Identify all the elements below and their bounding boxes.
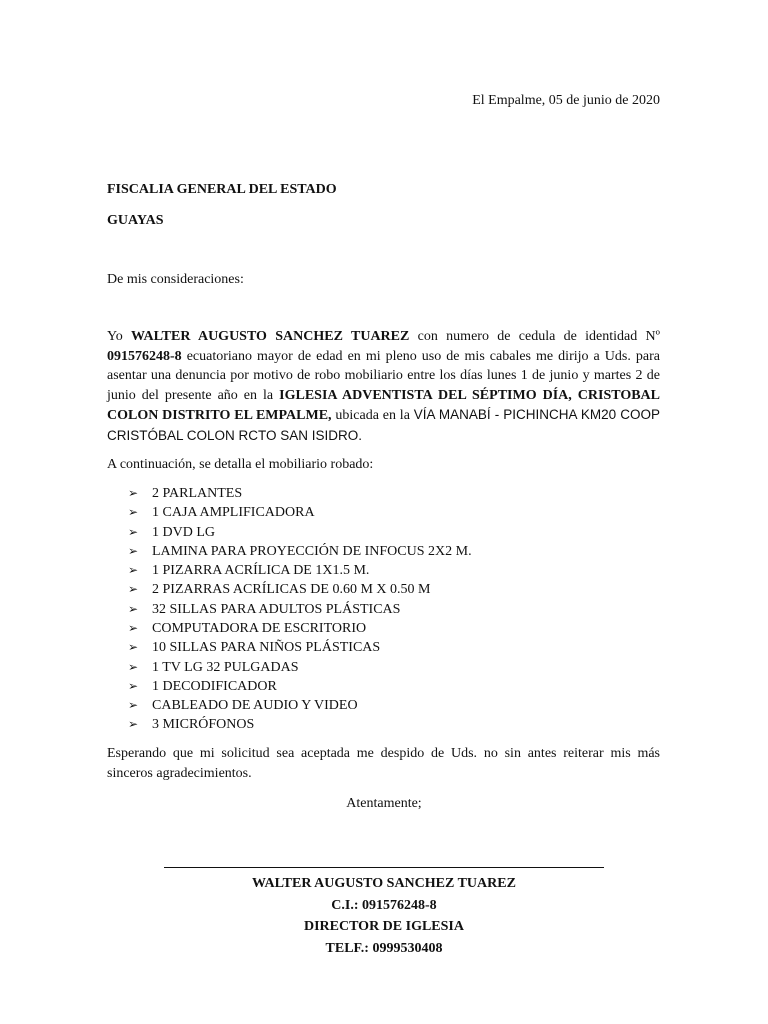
sender-name: WALTER AUGUSTO SANCHEZ TUAREZ — [131, 329, 410, 344]
list-item-text: CABLEADO DE AUDIO Y VIDEO — [152, 698, 358, 714]
list-item — [128, 580, 472, 599]
body-text-4: ubicada en la — [331, 408, 414, 423]
arrowhead-bullet-icon: ➢ — [128, 485, 139, 500]
signature-block — [164, 873, 604, 959]
greeting: De mis consideraciones: — [107, 272, 244, 287]
body-paragraph — [107, 327, 660, 446]
list-item — [128, 600, 472, 619]
arrowhead-bullet-icon: ➢ — [128, 659, 139, 674]
list-item-text: 2 PARLANTES — [152, 485, 243, 501]
sender-id: 091576248-8 — [107, 348, 182, 364]
list-item — [128, 503, 472, 522]
list-item-text: 1 DECODIFICADOR — [152, 678, 277, 694]
list-item — [128, 484, 472, 503]
list-item — [128, 542, 472, 561]
list-item-text: LAMINA PARA PROYECCIÓN DE INFOCUS 2X2 M. — [152, 543, 472, 559]
list-item-text: 10 SILLAS PARA NIÑOS PLÁSTICAS — [152, 640, 381, 656]
list-item — [128, 677, 472, 696]
list-item — [128, 696, 472, 715]
letter-date: El Empalme, 05 de junio de 2020 — [472, 93, 660, 108]
arrowhead-bullet-icon: ➢ — [128, 582, 139, 597]
arrowhead-bullet-icon: ➢ — [128, 524, 139, 539]
closing-paragraph: Esperando que mi solicitud sea aceptada me despido de Uds. no sin antes reiterar mis más sinceros agradecimientos. — [107, 746, 660, 781]
arrowhead-bullet-icon: ➢ — [128, 505, 139, 520]
list-item-text: 1 DVD LG — [152, 524, 215, 540]
arrowhead-bullet-icon: ➢ — [128, 698, 139, 713]
list-item-text: 1 TV LG 32 PULGADAS — [152, 659, 299, 675]
stolen-items-list — [128, 484, 472, 735]
arrowhead-bullet-icon: ➢ — [128, 678, 139, 693]
list-item — [128, 561, 472, 580]
recipient-line-1: FISCALIA GENERAL DEL ESTADO — [107, 182, 337, 197]
signature-phone: TELF.: 0999530408 — [325, 940, 443, 956]
list-item-text: 3 MICRÓFONOS — [152, 717, 255, 733]
arrowhead-bullet-icon: ➢ — [128, 563, 139, 578]
church-name: IGLESIA ADVENTISTA DEL SÉPTIMO DÍA, CRISTOBAL COLON DISTRITO EL EMPALME, — [107, 387, 660, 423]
signature-ci: C.I.: 091576248-8 — [331, 897, 437, 913]
list-item — [128, 716, 472, 735]
list-item-text: 2 PIZARRAS ACRÍLICAS DE 0.60 M X 0.50 M — [152, 582, 431, 598]
signature-role: DIRECTOR DE IGLESIA — [303, 919, 464, 934]
list-item-text: 1 PIZARRA ACRÍLICA DE 1X1.5 M. — [152, 563, 370, 579]
body-text-2: con numero de cedula de identidad Nº — [409, 329, 660, 344]
arrowhead-bullet-icon: ➢ — [128, 717, 139, 732]
list-item — [128, 658, 472, 677]
arrowhead-bullet-icon: ➢ — [128, 543, 139, 558]
list-item — [128, 638, 472, 657]
church-address: VÍA MANABÍ - PICHINCHA KM20 COOP CRISTÓBAL COLON RCTO SAN ISIDRO. — [107, 407, 660, 443]
body-text-1: Yo — [107, 329, 132, 344]
list-item — [128, 523, 472, 542]
arrowhead-bullet-icon: ➢ — [128, 601, 139, 616]
recipient-line-2: GUAYAS — [107, 213, 164, 228]
list-item-text: 32 SILLAS PARA ADULTOS PLÁSTICAS — [152, 601, 401, 617]
body-text-3: ecuatoriano mayor de edad en mi pleno uso de mis cabales me dirijo a Uds. para asentar una denuncia por motivo de robo mobiliario entre los días lunes 1 de junio y martes 2 de junio del presente año en la — [107, 348, 660, 403]
signature-line — [164, 867, 604, 868]
list-item-text: 1 CAJA AMPLIFICADORA — [152, 505, 315, 521]
arrowhead-bullet-icon: ➢ — [128, 640, 139, 655]
closing-salutation: Atentamente; — [346, 796, 422, 811]
arrowhead-bullet-icon: ➢ — [128, 620, 139, 635]
list-item-text: COMPUTADORA DE ESCRITORIO — [152, 620, 367, 636]
list-item — [128, 619, 472, 638]
list-intro: A continuación, se detalla el mobiliario robado: — [107, 457, 374, 472]
signature-name: WALTER AUGUSTO SANCHEZ TUAREZ — [252, 876, 516, 891]
